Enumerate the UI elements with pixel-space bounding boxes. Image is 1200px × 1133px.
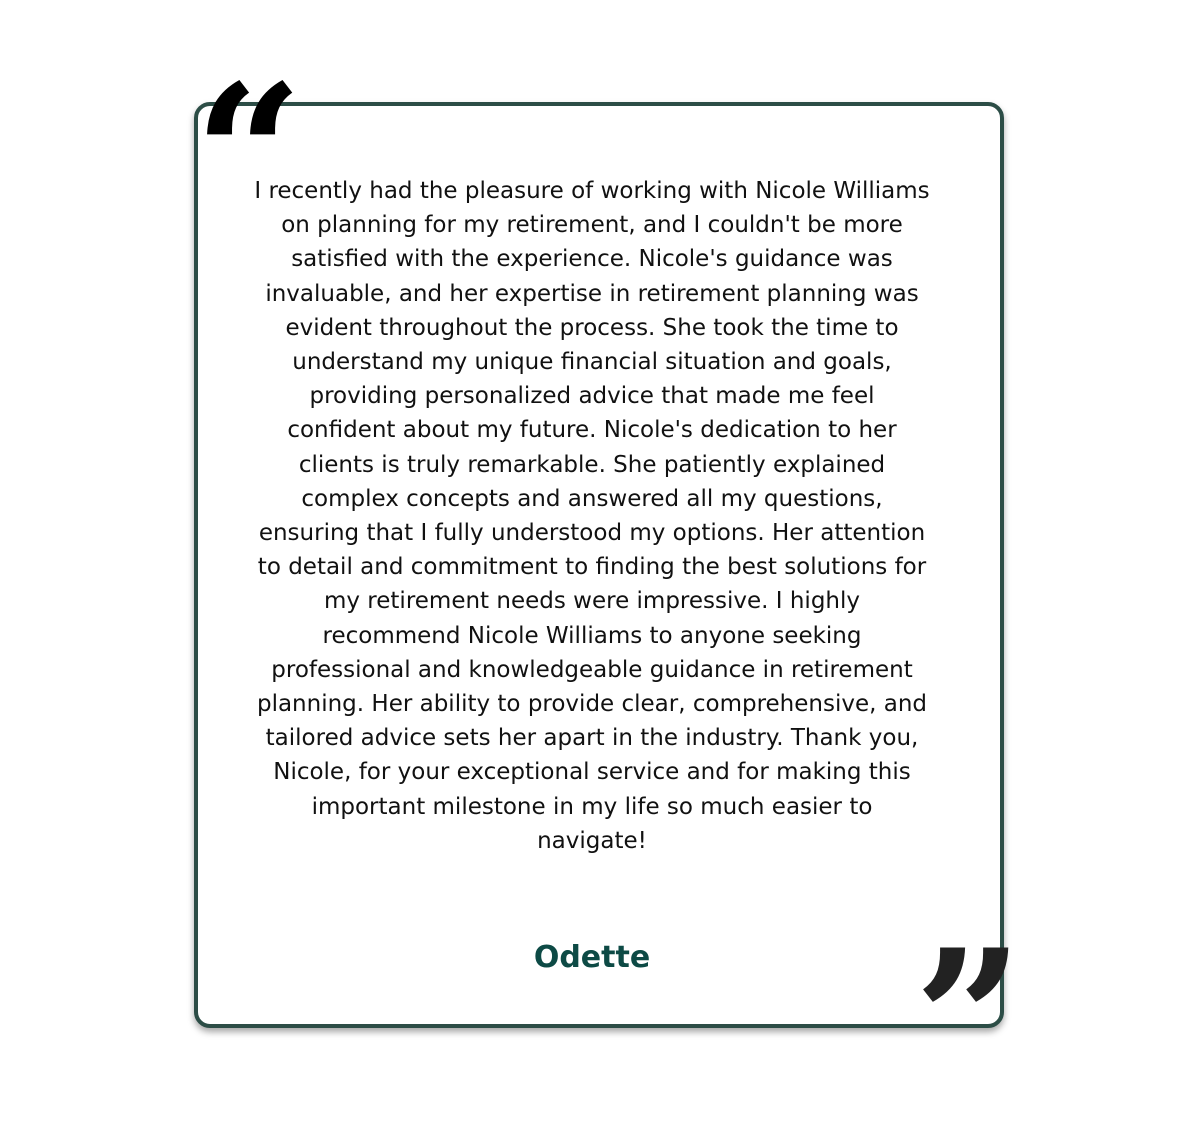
close-quote-icon: ”: [914, 908, 1024, 1131]
testimonial-text: I recently had the pleasure of working with Nicole Williams on planning for my retirement, and I couldn't be more satisfied with the experience. Nicole's guidance was invaluable, and her expertise in retirement planning was evident throughout the process. She took the time to understand my unique financial situation and goals, providing personalized advice that made me feel confident about my future. Nicole's dedication to her clients is truly remarkable. She patiently explained complex concepts and answered all my questions, ensuring that I fully understood my options. Her attention to detail and commitment to finding the best solutions for my retirement needs were impressive. I highly recommend Nicole Williams to anyone seeking professional and knowledgeable guidance in retirement planning. Her ability to provide clear, comprehensive, and tailored advice sets her apart in the industry. Thank you, Nicole, for your exceptional service and for making this important milestone in my life so much easier to navigate!: [254, 178, 930, 854]
testimonial-author: Odette: [533, 940, 651, 975]
open-quote-icon: “: [194, 43, 304, 266]
